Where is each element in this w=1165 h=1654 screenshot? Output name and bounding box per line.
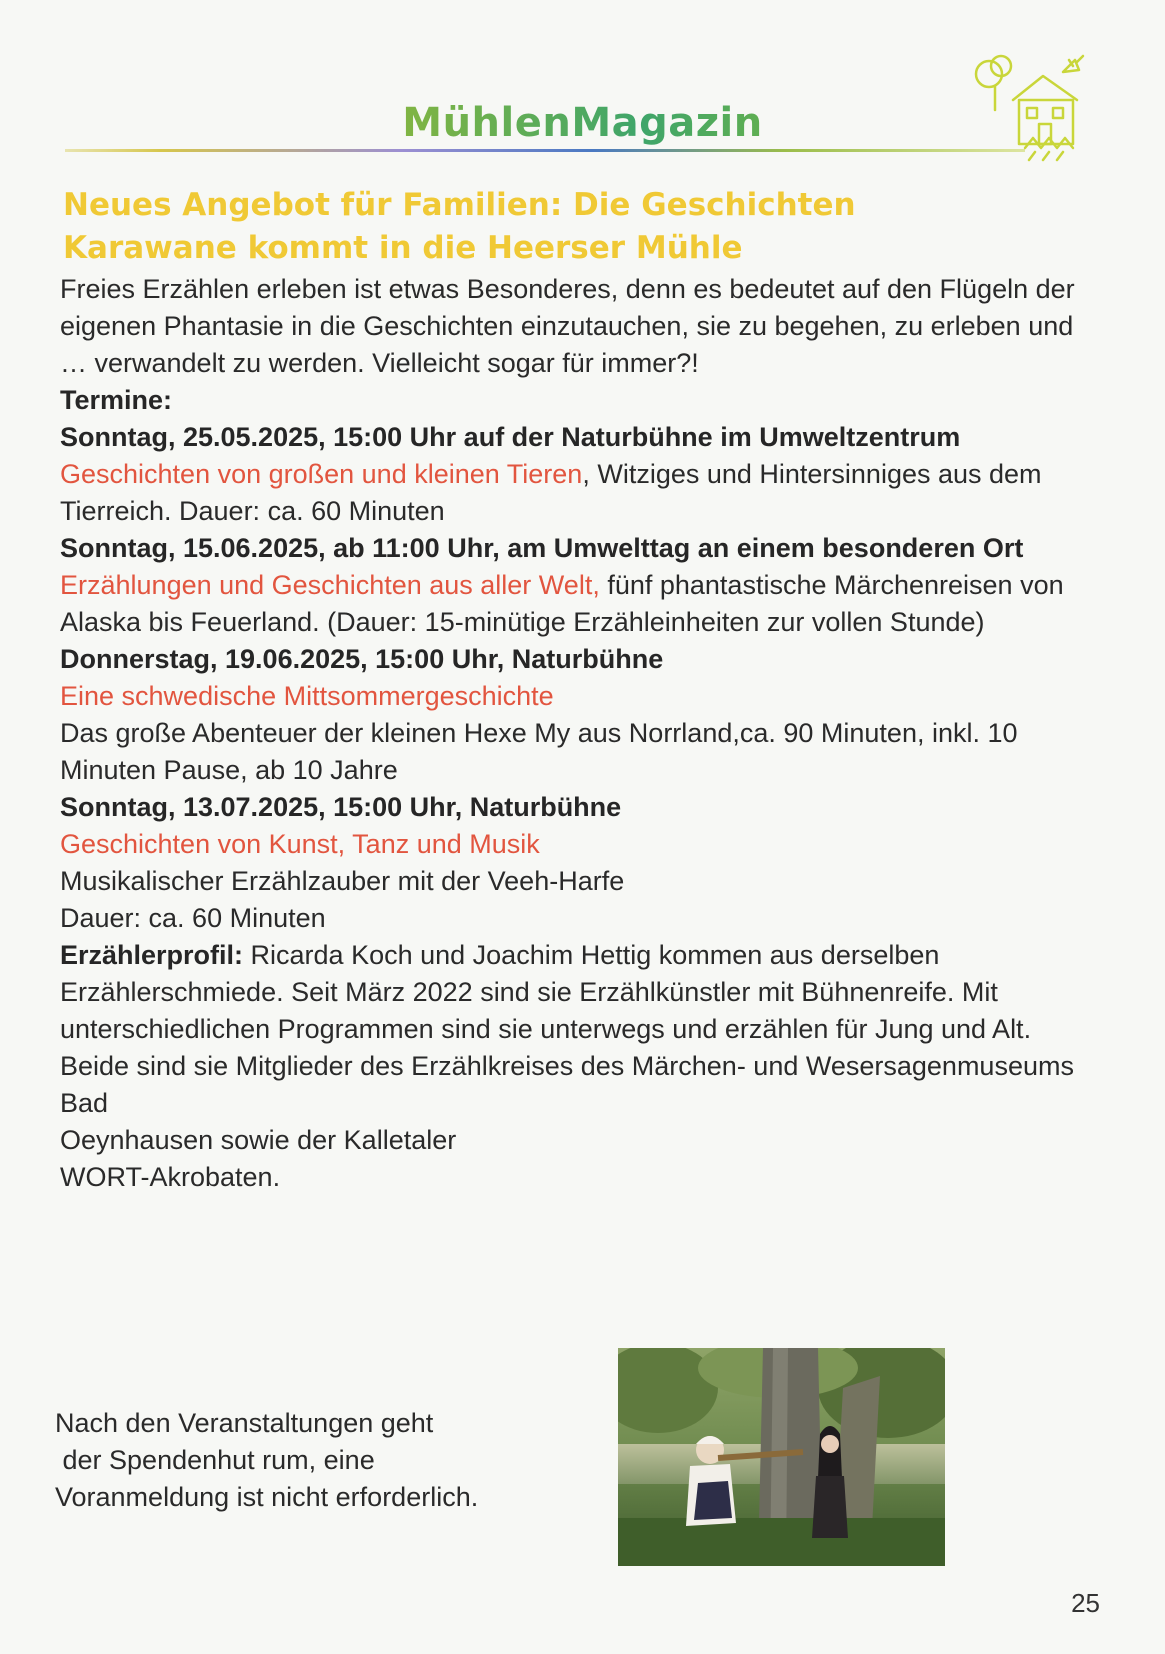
- closing-note: [55, 1405, 575, 1516]
- event-1-title: Geschichten von großen und kleinen Tieren: [60, 459, 583, 489]
- event-1-entry: [60, 456, 1080, 530]
- event-1-date: Sonntag, 25.05.2025, 15:00 Uhr auf der Naturbühne im Umweltzentrum: [60, 422, 961, 452]
- article-body: [60, 271, 1080, 1196]
- profile-line-a: Oeynhausen sowie der Kalletaler: [60, 1125, 457, 1155]
- event-3-date: Donnerstag, 19.06.2025, 15:00 Uhr, Naturbühne: [60, 644, 664, 674]
- magazine-title: MühlenMagazin: [0, 100, 1165, 146]
- event-2-date: Sonntag, 15.06.2025, ab 11:00 Uhr, am Umwelttag an einem besonderen Ort: [60, 533, 1024, 563]
- profile-text: Ricarda Koch und Joachim Hettig kommen aus derselben Erzählerschmiede. Seit März 2022 sind sie Erzählkünstler mit Bühnenreife. Mit unterschiedlichen Programmen sind sie unterwegs und erzählen für Jung und Alt. Beide sind sie Mitglieder des Erzählkreises des Märchen- und Wesersagenmuseums Bad: [60, 940, 1074, 1118]
- headline-line-2: Karawane kommt in die Heerser Mühle: [63, 230, 743, 266]
- headline-line-1: Neues Angebot für Familien: Die Geschichten: [63, 187, 856, 223]
- mill-house-icon: [965, 52, 1095, 170]
- event-2-entry: [60, 567, 1080, 641]
- closing-line-3: Voranmeldung ist nicht erforderlich.: [55, 1482, 479, 1512]
- storytellers-photo: [618, 1348, 945, 1566]
- profile-line-b: WORT-Akrobaten.: [60, 1162, 281, 1192]
- closing-line-1: Nach den Veranstaltungen geht: [55, 1408, 434, 1438]
- event-1-description: , Witziges und Hintersinniges aus dem Tierreich. Dauer: ca. 60 Minuten: [60, 459, 1042, 526]
- event-3-title: Eine schwedische Mittsommergeschichte: [60, 681, 554, 711]
- header-divider: [65, 149, 1025, 152]
- event-4-title: Geschichten von Kunst, Tanz und Musik: [60, 829, 540, 859]
- event-4-description-2: Dauer: ca. 60 Minuten: [60, 903, 326, 933]
- closing-line-2: der Spendenhut rum, eine: [55, 1445, 375, 1475]
- page-number: 25: [1071, 1588, 1100, 1618]
- event-4-description-1: Musikalischer Erzählzauber mit der Veeh-Harfe: [60, 866, 625, 896]
- article-headline: [63, 184, 963, 270]
- event-4-date: Sonntag, 13.07.2025, 15:00 Uhr, Naturbühne: [60, 792, 622, 822]
- event-2-title: Erzählungen und Geschichten aus aller Welt,: [60, 570, 600, 600]
- termine-heading: Termine:: [60, 385, 173, 415]
- intro-paragraph: Freies Erzählen erleben ist etwas Besonderes, denn es bedeutet auf den Flügeln der eigenen Phantasie in die Geschichten einzutauchen, sie zu begehen, zu erleben und … verwandelt zu werden. Vielleicht sogar für immer?!: [60, 274, 1075, 378]
- event-2-description: fünf phantastische Märchenreisen von Alaska bis Feuerland. (Dauer: 15-minütige Erzähleinheiten zur vollen Stunde): [60, 570, 1064, 637]
- profile-label: Erzählerprofil:: [60, 940, 244, 970]
- event-3-description: Das große Abenteuer der kleinen Hexe My aus Norrland,ca. 90 Minuten, inkl. 10 Minuten Pause, ab 10 Jahre: [60, 718, 1018, 785]
- profile-paragraph: [60, 937, 1080, 1122]
